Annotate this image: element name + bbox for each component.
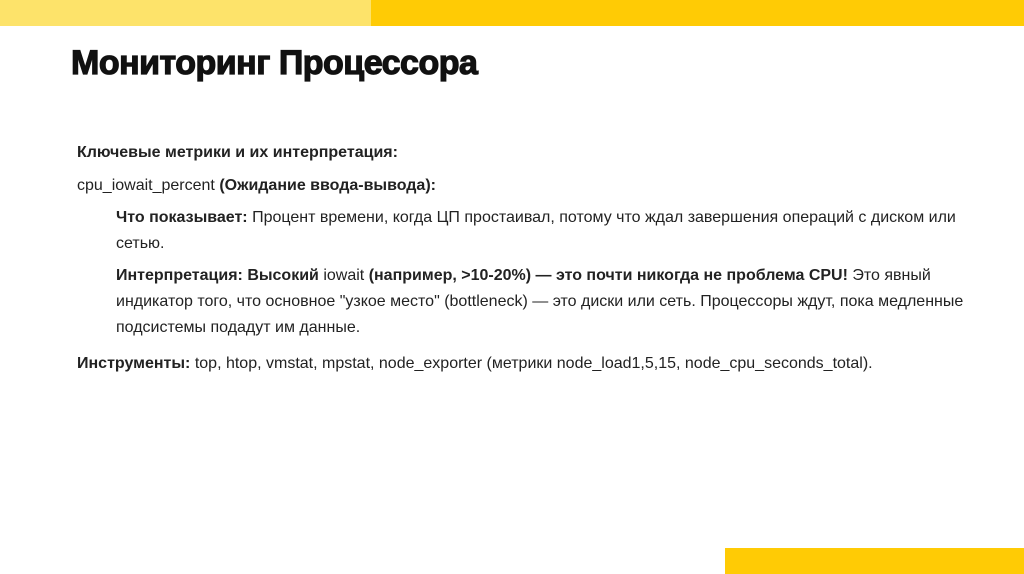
metric-line (77, 173, 967, 199)
tools-label: Инструменты: (77, 355, 191, 372)
interpretation-paragraph (116, 263, 967, 341)
shows-label: Что показывает: (116, 209, 248, 226)
interpretation-label-end: (например, >10-20%) — это почти никогда не проблема CPU! (368, 267, 848, 284)
top-accent-bar (371, 0, 1024, 26)
slide-title: Мониторинг Процессора (71, 44, 478, 82)
slide-body (77, 140, 967, 377)
metric-label: (Ожидание ввода-вывода): (214, 177, 436, 194)
interpretation-text: Это явный индикатор того, что основное "узкое место" (bottleneck) — это диски или сеть. Процессоры ждут, пока медленные подсистемы подадут им данные. (116, 267, 964, 336)
top-accent-bar-light (0, 0, 371, 26)
bottom-accent-bar (725, 548, 1024, 574)
interpretation-metric: iowait (318, 267, 369, 284)
section-heading (77, 140, 967, 166)
interpretation-label-start: Интерпретация: Высокий (116, 267, 319, 284)
shows-paragraph (116, 205, 967, 257)
tools-text: top, htop, vmstat, mpstat, node_exporter (метрики node_load1,5,15, node_cpu_seconds_total). (190, 355, 873, 372)
section-heading-text: Ключевые метрики и их интерпретация: (77, 144, 398, 161)
metric-name: cpu_iowait_percent (77, 177, 215, 194)
tools-paragraph (77, 351, 967, 377)
shows-text: Процент времени, когда ЦП простаивал, потому что ждал завершения операций с диском или сетью. (116, 209, 956, 252)
metric-details (77, 205, 967, 341)
